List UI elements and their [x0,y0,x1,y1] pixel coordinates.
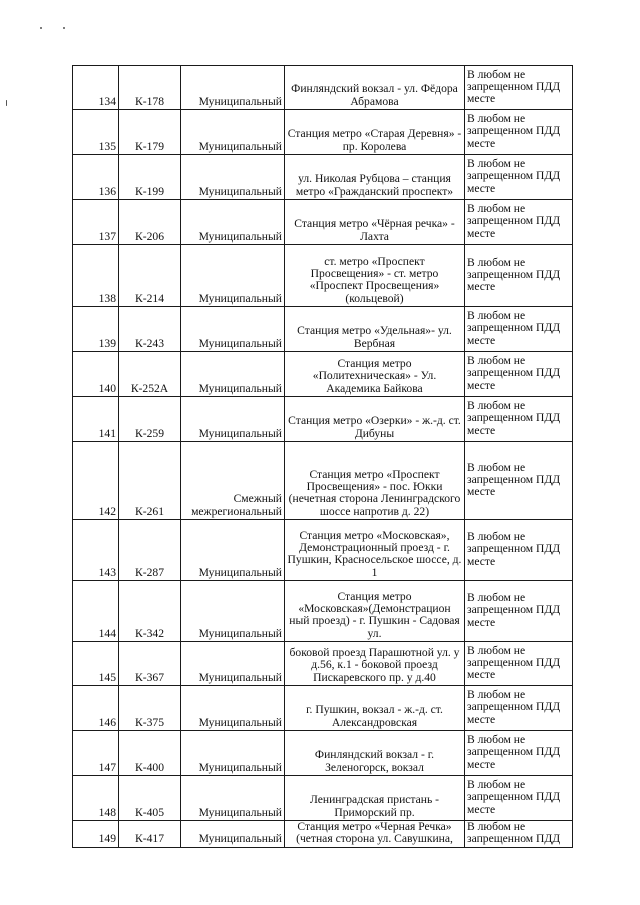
route-type: Муниципальный [181,776,285,821]
route-code: К-417 [119,821,181,848]
route-code: К-287 [119,520,181,581]
stop-rule: В любом не запрещенном ПДД месте [465,200,573,245]
route-type: Муниципальный [181,66,285,110]
route-type: Муниципальный [181,821,285,848]
route-path: ул. Николая Рубцова – станция метро «Гражданский проспект» [285,155,465,200]
stop-rule: В любом не запрещенном ПДД [465,821,573,848]
table-row [73,397,573,442]
table-row [73,776,573,821]
stop-rule: В любом не запрещенном ПДД месте [465,686,573,731]
route-type: Муниципальный [181,731,285,776]
route-type: Муниципальный [181,581,285,642]
route-code: К-259 [119,397,181,442]
route-path: Ленинградская пристань - Приморский пр. [285,776,465,821]
scan-speck [40,27,42,29]
table-row [73,442,573,520]
route-code: К-206 [119,200,181,245]
stop-rule: В любом не запрещенном ПДД месте [465,642,573,686]
stop-rule: В любом не запрещенном ПДД месте [465,731,573,776]
stop-rule: В любом не запрещенном ПДД месте [465,245,573,307]
route-path: Финляндский вокзал - ул. Фёдора Абрамова [285,66,465,110]
route-path: Станция метро «Политехническая» - Ул. Академика Байкова [285,352,465,397]
stop-rule: В любом не запрещенном ПДД месте [465,397,573,442]
scan-speck [63,27,65,29]
routes-table-body [73,66,573,848]
route-path: Станция метро «Черная Речка» (четная сторона ул. Савушкина, [285,821,465,848]
row-number: 136 [73,155,119,200]
route-type: Муниципальный [181,642,285,686]
route-type: Муниципальный [181,245,285,307]
stop-rule: В любом не запрещенном ПДД месте [465,442,573,520]
route-type: Муниципальный [181,352,285,397]
table-row [73,520,573,581]
route-path: Станция метро «Московская»(Демонстрацион ный проезд) - г. Пушкин - Садовая ул. [285,581,465,642]
table-row [73,821,573,848]
stop-rule: В любом не запрещенном ПДД месте [465,110,573,155]
row-number: 148 [73,776,119,821]
route-code: К-375 [119,686,181,731]
route-path: боковой проезд Парашютной ул. у д.56, к.1 - боковой проезд Пискаревского пр. у д.40 [285,642,465,686]
row-number: 134 [73,66,119,110]
row-number: 139 [73,307,119,352]
table-row [73,686,573,731]
route-path: Станция метро «Московская», Демонстрационный проезд - г. Пушкин, Красносельское шоссе, д. 1 [285,520,465,581]
route-code: К-261 [119,442,181,520]
routes-table [72,65,573,848]
row-number: 142 [73,442,119,520]
route-code: К-400 [119,731,181,776]
route-path: Станция метро «Удельная»- ул. Вербная [285,307,465,352]
table-row [73,731,573,776]
route-path: Станция метро «Чёрная речка» - Лахта [285,200,465,245]
route-path: Станция метро «Проспект Просвещения» - пос. Юкки (нечетная сторона Ленинградского шоссе напротив д. 22) [285,442,465,520]
route-type: Смежный межрегиональный [181,442,285,520]
route-type: Муниципальный [181,155,285,200]
scan-speck [6,100,7,106]
stop-rule: В любом не запрещенном ПДД месте [465,520,573,581]
route-path: ст. метро «Проспект Просвещения» - ст. метро «Проспект Просвещения» (кольцевой) [285,245,465,307]
stop-rule: В любом не запрещенном ПДД месте [465,776,573,821]
row-number: 144 [73,581,119,642]
route-path: г. Пушкин, вокзал - ж.-д. ст. Александровская [285,686,465,731]
route-code: К-178 [119,66,181,110]
stop-rule: В любом не запрещенном ПДД месте [465,581,573,642]
route-type: Муниципальный [181,110,285,155]
table-row [73,307,573,352]
table-row [73,245,573,307]
route-type: Муниципальный [181,307,285,352]
row-number: 141 [73,397,119,442]
row-number: 135 [73,110,119,155]
row-number: 140 [73,352,119,397]
route-code: К-342 [119,581,181,642]
route-type: Муниципальный [181,520,285,581]
route-code: К-367 [119,642,181,686]
row-number: 138 [73,245,119,307]
stop-rule: В любом не запрещенном ПДД месте [465,307,573,352]
table-row [73,581,573,642]
stop-rule: В любом не запрещенном ПДД месте [465,66,573,110]
route-path: Станция метро «Озерки» - ж.-д. ст. Дибуны [285,397,465,442]
row-number: 146 [73,686,119,731]
stop-rule: В любом не запрещенном ПДД месте [465,352,573,397]
route-code: К-243 [119,307,181,352]
route-type: Муниципальный [181,200,285,245]
row-number: 147 [73,731,119,776]
route-code: К-199 [119,155,181,200]
table-row [73,66,573,110]
table-row [73,200,573,245]
route-code: К-179 [119,110,181,155]
row-number: 149 [73,821,119,848]
row-number: 143 [73,520,119,581]
stop-rule: В любом не запрещенном ПДД месте [465,155,573,200]
row-number: 137 [73,200,119,245]
table-row [73,352,573,397]
route-path: Станция метро «Старая Деревня» - пр. Королева [285,110,465,155]
route-type: Муниципальный [181,397,285,442]
route-type: Муниципальный [181,686,285,731]
table-row [73,155,573,200]
row-number: 145 [73,642,119,686]
route-code: К-214 [119,245,181,307]
table-row [73,110,573,155]
route-code: К-405 [119,776,181,821]
route-path: Финляндский вокзал - г. Зеленогорск, вокзал [285,731,465,776]
table-row [73,642,573,686]
route-code: К-252А [119,352,181,397]
